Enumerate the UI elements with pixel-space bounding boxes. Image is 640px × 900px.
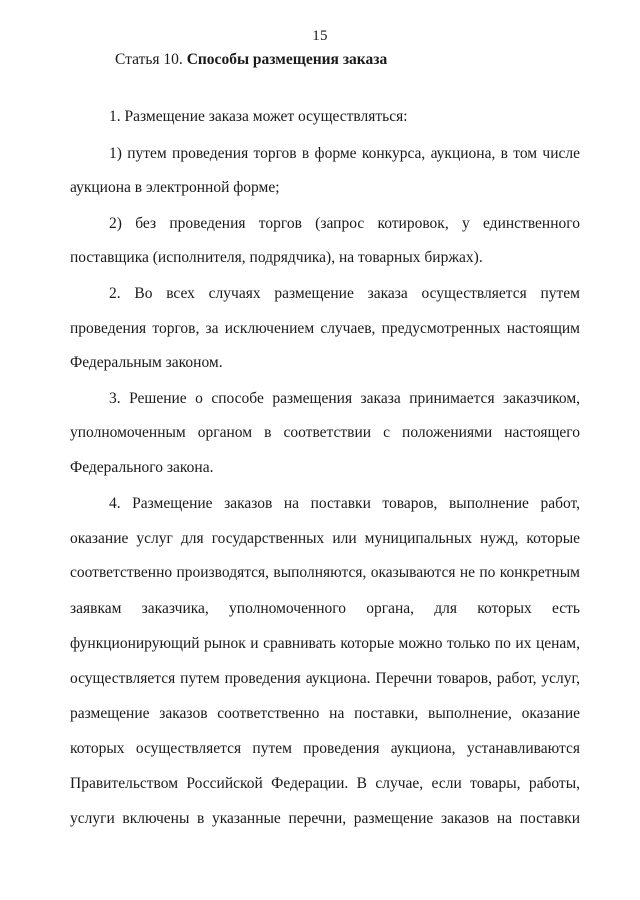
- text-line: 2) без проведения торгов (запрос котировок, у единственного: [109, 215, 580, 232]
- text-line: размещение заказов соответственно на поставки, выполнение, оказание: [70, 705, 580, 722]
- text-line: Федерального закона.: [70, 459, 214, 476]
- text-line: проведения торгов, за исключением случаев, предусмотренных настоящим: [70, 320, 580, 337]
- text-line: 1. Размещение заказа может осуществляться:: [109, 108, 408, 125]
- text-line: 3. Решение о способе размещения заказа принимается заказчиком,: [109, 390, 580, 407]
- text-line: услуги включены в указанные перечни, размещение заказов на поставки: [70, 810, 580, 827]
- text-line: которых осуществляется путем проведения аукциона, устанавливаются: [70, 740, 580, 757]
- text-line: функционирующий рынок и сравнивать которые можно только по их ценам,: [70, 635, 580, 652]
- text-line: осуществляется путем проведения аукциона. Перечни товаров, работ, услуг,: [70, 670, 580, 687]
- text-line: 4. Размещение заказов на поставки товаров, выполнение работ,: [109, 495, 580, 512]
- text-line: уполномоченным органом в соответствии с положениями настоящего: [70, 424, 580, 441]
- text-line: соответственно производятся, выполняются, оказываются не по конкретным: [70, 564, 580, 581]
- text-line: 1) путем проведения торгов в форме конкурса, аукциона, в том числе: [109, 145, 580, 162]
- text-line: 2. Во всех случаях размещение заказа осуществляется путем: [109, 285, 580, 302]
- article-heading: [115, 51, 387, 69]
- text-line: аукциона в электронной форме;: [70, 179, 280, 196]
- page-number: 15: [312, 28, 328, 44]
- text-line: Федеральным законом.: [70, 354, 223, 371]
- text-line: Правительством Российской Федерации. В случае, если товары, работы,: [70, 775, 580, 792]
- article-prefix: Статья 10.: [115, 51, 187, 68]
- text-line: поставщика (исполнителя, подрядчика), на товарных биржах).: [70, 249, 483, 266]
- text-line: оказание услуг для государственных или муниципальных нужд, которые: [70, 530, 580, 547]
- text-line: заявкам заказчика, уполномоченного органа, для которых есть: [70, 600, 580, 617]
- article-title: Способы размещения заказа: [186, 51, 388, 68]
